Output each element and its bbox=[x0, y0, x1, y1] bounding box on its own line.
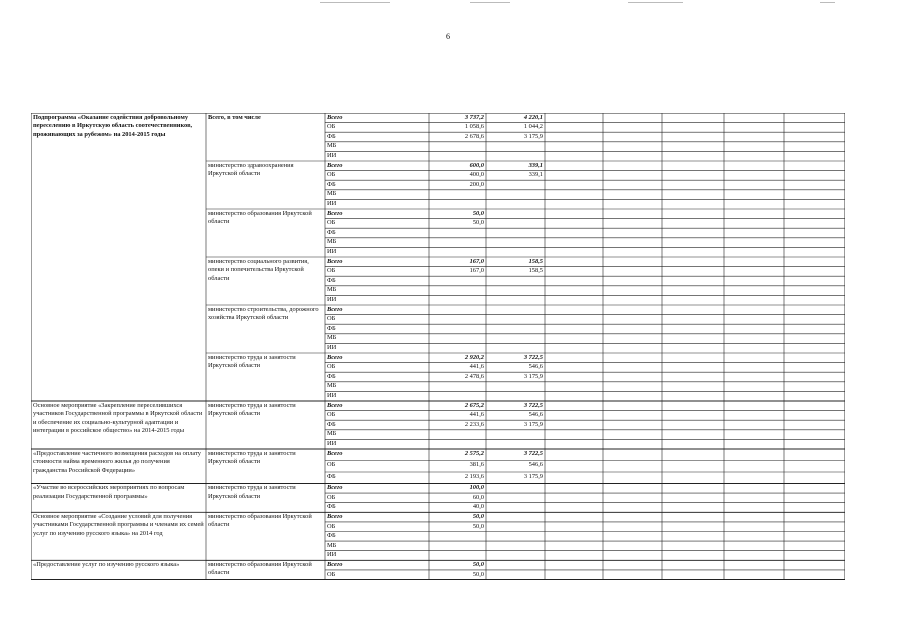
funding-source-cell: ОБ bbox=[327, 570, 336, 578]
funding-source-cell: ОБ bbox=[327, 461, 336, 469]
funding-source-cell: МБ bbox=[327, 541, 337, 549]
funding-source-cell: МБ bbox=[327, 382, 337, 390]
value-cell-2014: 400,0 bbox=[469, 171, 484, 179]
value-cell-2014: 441,6 bbox=[469, 411, 484, 419]
funding-source-cell: Всего bbox=[327, 512, 343, 520]
funding-source-cell: ИИ bbox=[327, 296, 337, 303]
program-title-cell: «Участие во всероссийских мероприятиях по вопросам реализации Государственной программы» bbox=[33, 484, 185, 500]
value-cell-2014: 381,6 bbox=[469, 461, 484, 469]
value-cell-2014: 2 678,6 bbox=[464, 132, 484, 140]
value-cell-2014: 2 675,2 bbox=[464, 401, 484, 409]
funding-source-cell: Всего bbox=[327, 560, 343, 568]
scan-artifact bbox=[320, 2, 390, 3]
scan-artifact bbox=[820, 2, 835, 3]
value-cell-2014: 200,0 bbox=[469, 180, 484, 188]
executor-cell: Всего, в том числе bbox=[208, 113, 261, 121]
value-cell-2015: 3 722,5 bbox=[523, 353, 543, 361]
value-cell-2014: 441,6 bbox=[469, 363, 484, 371]
funding-source-cell: ФБ bbox=[327, 472, 336, 480]
value-cell-2014: 600,0 bbox=[469, 161, 484, 169]
funding-source-cell: Всего bbox=[327, 449, 343, 457]
page-number: 6 bbox=[446, 32, 450, 41]
value-cell-2015: 158,5 bbox=[528, 257, 543, 265]
value-cell-2015: 1 044,2 bbox=[523, 123, 543, 131]
funding-source-cell: ФБ bbox=[327, 180, 336, 188]
value-cell-2015: 3 722,5 bbox=[523, 401, 543, 409]
funding-source-cell: ФБ bbox=[327, 132, 336, 140]
value-cell-2015: 546,6 bbox=[528, 411, 543, 419]
program-title-cell: «Предоставление частичного возмещения расходов на оплату стоимости найма временного жилья до получения гражданства Российской Федерации» bbox=[33, 449, 201, 474]
executor-cell: министерство образования Иркутской области bbox=[208, 512, 312, 529]
funding-source-cell: МБ bbox=[327, 142, 337, 150]
funding-source-cell: Всего bbox=[327, 113, 343, 121]
program-title-cell: Подпрограмма «Оказание содействия добровольному переселению в Иркутскую область соотечественников, проживающих за рубежом» на 2014-2015 годы bbox=[33, 113, 193, 138]
value-cell-2014: 2 478,6 bbox=[464, 372, 484, 380]
value-cell-2014: 50,0 bbox=[472, 522, 484, 530]
value-cell-2014: 60,0 bbox=[472, 493, 484, 501]
funding-source-cell: ИИ bbox=[327, 551, 337, 559]
executor-cell: министерство труда и занятости Иркутской области bbox=[208, 353, 296, 370]
funding-source-cell: ОБ bbox=[327, 267, 336, 275]
value-cell-2014: 50,0 bbox=[472, 219, 484, 227]
funding-source-cell: Всего bbox=[327, 353, 343, 361]
funding-source-cell: МБ bbox=[327, 430, 337, 438]
executor-cell: министерство здравоохранения Иркутской области bbox=[208, 161, 294, 178]
funding-source-cell: Всего bbox=[327, 257, 343, 265]
program-title-cell: Основное мероприятие «Создание условий для получения участниками Государственной программы и членами их семей услуг по изучению русского языка» на 2014 год bbox=[33, 512, 204, 538]
funding-source-cell: Всего bbox=[327, 161, 343, 169]
executor-cell: министерство строительства, дорожного хозяйства Иркутской области bbox=[208, 305, 319, 322]
funding-source-cell: ФБ bbox=[327, 420, 336, 428]
funding-source-cell: ФБ bbox=[327, 532, 336, 540]
value-cell-2014: 2 193,6 bbox=[464, 472, 484, 480]
value-cell-2014: 167,0 bbox=[469, 267, 484, 275]
value-cell-2014: 50,0 bbox=[472, 570, 484, 578]
value-cell-2014: 2 233,6 bbox=[464, 420, 484, 428]
executor-cell: министерство труда и занятости Иркутской области bbox=[208, 484, 296, 500]
value-cell-2014: 40,0 bbox=[472, 503, 484, 511]
funding-source-cell: ОБ bbox=[327, 493, 336, 501]
value-cell-2014: 1 058,6 bbox=[464, 123, 484, 131]
value-cell-2014: 167,0 bbox=[469, 257, 484, 265]
scan-artifact bbox=[628, 2, 683, 3]
funding-source-cell: ОБ bbox=[327, 219, 336, 227]
funding-source-cell: ИИ bbox=[327, 200, 337, 207]
value-cell-2015: 546,6 bbox=[528, 363, 543, 371]
program-title-cell: Основное мероприятие «Закрепление переселившихся участников Государственной программы в Иркутской области и обеспечение их социально-культурной адаптации и интеграции в российское общество» на 2014-2015 годы bbox=[33, 401, 203, 435]
funding-source-cell: ОБ bbox=[327, 522, 336, 530]
funding-source-cell: ОБ bbox=[327, 363, 336, 371]
value-cell-2015: 339,1 bbox=[528, 161, 543, 169]
value-cell-2014: 2 920,2 bbox=[464, 353, 484, 361]
executor-cell: министерство труда и занятости Иркутской области bbox=[208, 401, 296, 418]
funding-source-cell: ФБ bbox=[327, 276, 336, 284]
funding-source-cell: ИИ bbox=[327, 344, 337, 351]
executor-cell: министерство социального развития, опеки и попечительства Иркутской области bbox=[208, 257, 309, 282]
funding-source-cell: ОБ bbox=[327, 411, 336, 419]
executor-cell: министерство образования Иркутской области bbox=[208, 560, 312, 577]
value-cell-2014: 50,0 bbox=[472, 512, 484, 520]
value-cell-2015: 4 220,1 bbox=[523, 113, 543, 121]
funding-source-cell: ИИ bbox=[327, 392, 337, 399]
funding-source-cell: Всего bbox=[327, 209, 343, 217]
value-cell-2015: 3 175,9 bbox=[523, 472, 543, 480]
value-cell-2014: 100,0 bbox=[469, 484, 484, 492]
program-title-cell: «Предоставление услуг по изучению русского языка» bbox=[33, 560, 180, 568]
funding-source-cell: Всего bbox=[327, 401, 343, 409]
funding-source-cell: Всего bbox=[327, 305, 343, 313]
funding-source-cell: ОБ bbox=[327, 315, 336, 323]
scan-artifact bbox=[470, 2, 510, 3]
funding-source-cell: ФБ bbox=[327, 324, 336, 332]
value-cell-2015: 3 175,9 bbox=[523, 372, 543, 380]
value-cell-2015: 546,6 bbox=[528, 461, 543, 469]
funding-source-cell: МБ bbox=[327, 286, 337, 294]
value-cell-2015: 3 175,9 bbox=[523, 132, 543, 140]
funding-source-cell: МБ bbox=[327, 334, 337, 342]
funding-source-cell: ФБ bbox=[327, 503, 336, 511]
funding-source-cell: ОБ bbox=[327, 171, 336, 179]
funding-source-cell: Всего bbox=[327, 484, 343, 492]
funding-source-cell: ФБ bbox=[327, 228, 336, 236]
executor-cell: министерство образования Иркутской области bbox=[208, 209, 312, 226]
funding-source-cell: МБ bbox=[327, 190, 337, 198]
value-cell-2014: 3 737,2 bbox=[464, 113, 484, 121]
value-cell-2015: 158,5 bbox=[528, 267, 543, 275]
funding-source-cell: ОБ bbox=[327, 123, 336, 131]
funding-source-cell: ИИ bbox=[327, 152, 337, 159]
value-cell-2014: 50,0 bbox=[472, 560, 484, 568]
value-cell-2014: 50,0 bbox=[472, 209, 484, 217]
executor-cell: министерство труда и занятости Иркутской области bbox=[208, 449, 296, 466]
value-cell-2015: 3 722,5 bbox=[523, 449, 543, 457]
funding-source-cell: ИИ bbox=[327, 440, 337, 447]
funding-source-cell: ФБ bbox=[327, 372, 336, 380]
funding-source-cell: МБ bbox=[327, 238, 337, 246]
value-cell-2015: 339,1 bbox=[528, 171, 543, 179]
budget-table bbox=[31, 113, 845, 608]
value-cell-2015: 3 175,9 bbox=[523, 420, 543, 428]
funding-source-cell: ИИ bbox=[327, 248, 337, 255]
value-cell-2014: 2 575,2 bbox=[464, 449, 484, 457]
